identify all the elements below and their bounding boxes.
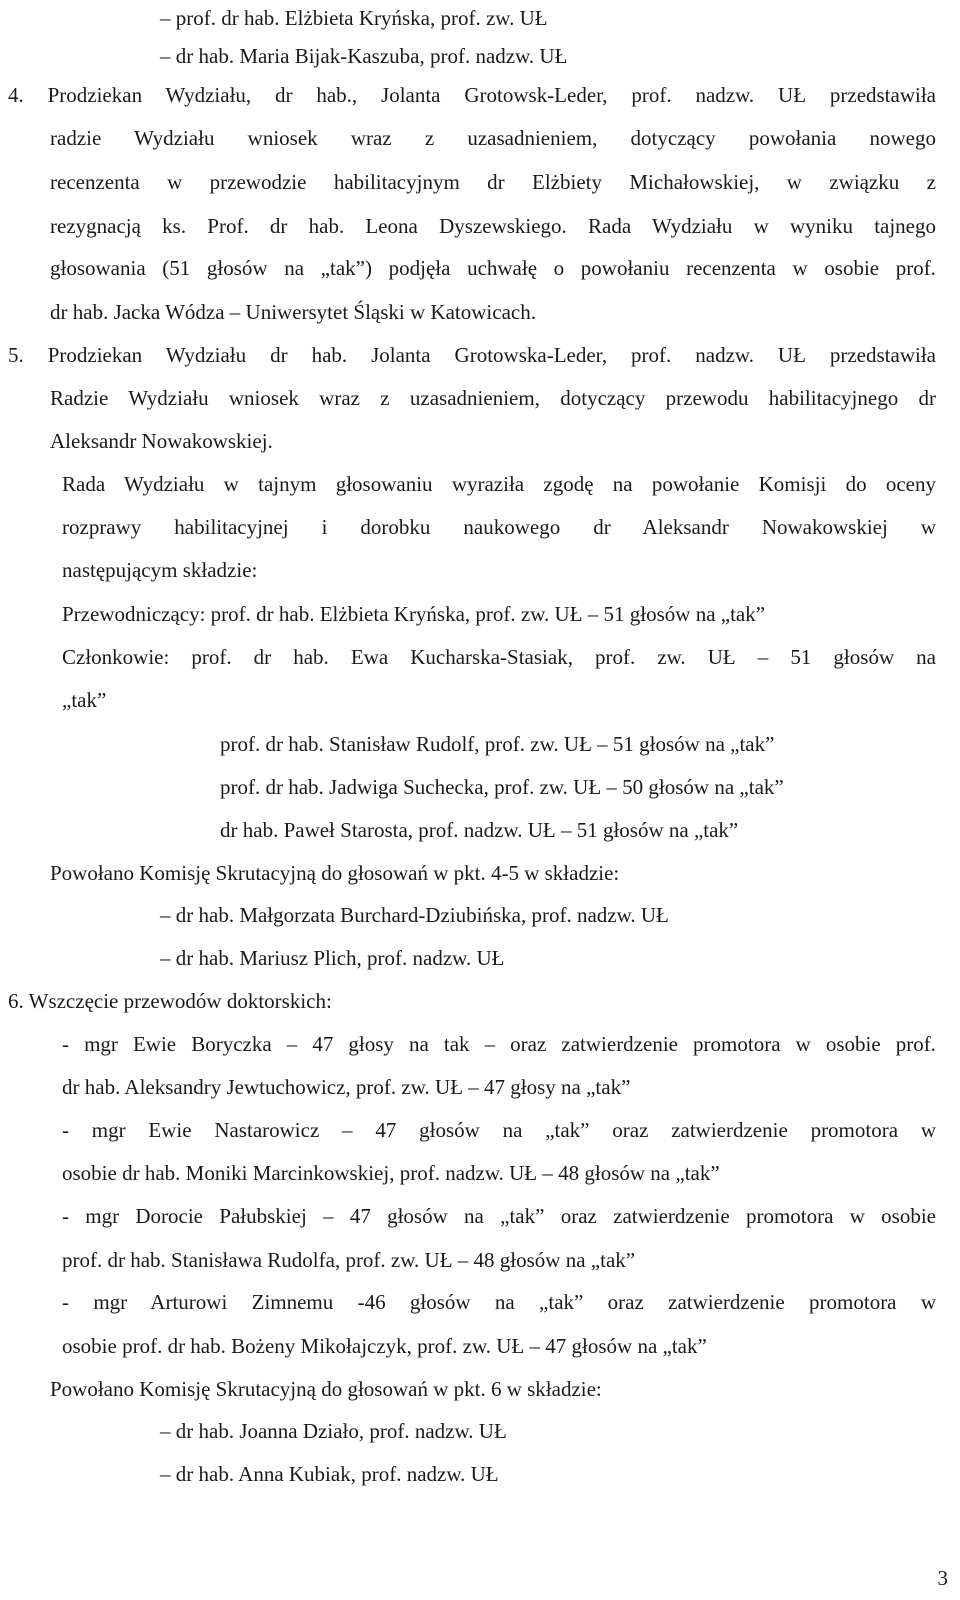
- text-line: – dr hab. Maria Bijak-Kaszuba, prof. nadzw. UŁ: [160, 44, 568, 68]
- text-line: 6. Wszczęcie przewodów doktorskich:: [8, 989, 332, 1013]
- text-line: następującym składzie:: [62, 558, 258, 582]
- text-line: Radzie Wydziału wniosek wraz z uzasadnieniem, dotyczący przewodu habilitacyjnego dr: [50, 386, 936, 410]
- text-line: Powołano Komisję Skrutacyjną do głosowań w pkt. 4-5 w składzie:: [50, 861, 620, 885]
- text-line: – dr hab. Anna Kubiak, prof. nadzw. UŁ: [160, 1462, 499, 1486]
- text-line: prof. dr hab. Jadwiga Suchecka, prof. zw. UŁ – 50 głosów na „tak”: [220, 775, 784, 799]
- text-line: prof. dr hab. Stanisława Rudolfa, prof. zw. UŁ – 48 głosów na „tak”: [62, 1248, 636, 1272]
- text-line: dr hab. Paweł Starosta, prof. nadzw. UŁ – 51 głosów na „tak”: [220, 818, 739, 842]
- text-line: - mgr Ewie Boryczka – 47 głosy na tak – oraz zatwierdzenie promotora w osobie prof.: [62, 1032, 936, 1056]
- text-line: dr hab. Jacka Wódza – Uniwersytet Śląski w Katowicach.: [50, 300, 536, 324]
- text-line: 5. Prodziekan Wydziału dr hab. Jolanta Grotowska-Leder, prof. nadzw. UŁ przedstawiła: [8, 343, 936, 367]
- text-line: dr hab. Aleksandry Jewtuchowicz, prof. zw. UŁ – 47 głosy na „tak”: [62, 1075, 631, 1099]
- text-line: „tak”: [62, 688, 107, 712]
- text-line: Powołano Komisję Skrutacyjną do głosowań w pkt. 6 w składzie:: [50, 1377, 602, 1401]
- text-line: Rada Wydziału w tajnym głosowaniu wyraziła zgodę na powołanie Komisji do oceny: [62, 472, 936, 496]
- text-line: prof. dr hab. Stanisław Rudolf, prof. zw. UŁ – 51 głosów na „tak”: [220, 732, 775, 756]
- text-line: – dr hab. Mariusz Plich, prof. nadzw. UŁ: [160, 946, 505, 970]
- text-line: radzie Wydziału wniosek wraz z uzasadnieniem, dotyczący powołania nowego: [50, 126, 936, 150]
- page-number: 3: [937, 1566, 948, 1590]
- text-line: Przewodniczący: prof. dr hab. Elżbieta Kryńska, prof. zw. UŁ – 51 głosów na „tak”: [62, 602, 766, 626]
- text-line: - mgr Arturowi Zimnemu -46 głosów na „tak” oraz zatwierdzenie promotora w: [62, 1290, 936, 1314]
- text-line: osobie dr hab. Moniki Marcinkowskiej, prof. nadzw. UŁ – 48 głosów na „tak”: [62, 1161, 720, 1185]
- text-line: – dr hab. Joanna Działo, prof. nadzw. UŁ: [160, 1419, 507, 1443]
- text-line: Członkowie: prof. dr hab. Ewa Kucharska-Stasiak, prof. zw. UŁ – 51 głosów na: [62, 645, 936, 669]
- text-line: - mgr Ewie Nastarowicz – 47 głosów na „tak” oraz zatwierdzenie promotora w: [62, 1118, 936, 1142]
- text-line: - mgr Dorocie Pałubskiej – 47 głosów na „tak” oraz zatwierdzenie promotora w osobie: [62, 1204, 936, 1228]
- text-line: rozprawy habilitacyjnej i dorobku naukowego dr Aleksandr Nowakowskiej w: [62, 515, 936, 539]
- text-line: osobie prof. dr hab. Bożeny Mikołajczyk, prof. zw. UŁ – 47 głosów na „tak”: [62, 1334, 707, 1358]
- text-line: recenzenta w przewodzie habilitacyjnym dr Elżbiety Michałowskiej, w związku z: [50, 170, 936, 194]
- text-line: rezygnacją ks. Prof. dr hab. Leona Dyszewskiego. Rada Wydziału w wyniku tajnego: [50, 214, 936, 238]
- text-line: głosowania (51 głosów na „tak”) podjęła uchwałę o powołaniu recenzenta w osobie prof.: [50, 256, 936, 280]
- text-line: – dr hab. Małgorzata Burchard-Dziubińska, prof. nadzw. UŁ: [160, 903, 669, 927]
- text-line: – prof. dr hab. Elżbieta Kryńska, prof. zw. UŁ: [160, 6, 548, 30]
- text-line: 4. Prodziekan Wydziału, dr hab., Jolanta Grotowsk-Leder, prof. nadzw. UŁ przedstawiła: [8, 83, 936, 107]
- text-line: Aleksandr Nowakowskiej.: [50, 429, 273, 453]
